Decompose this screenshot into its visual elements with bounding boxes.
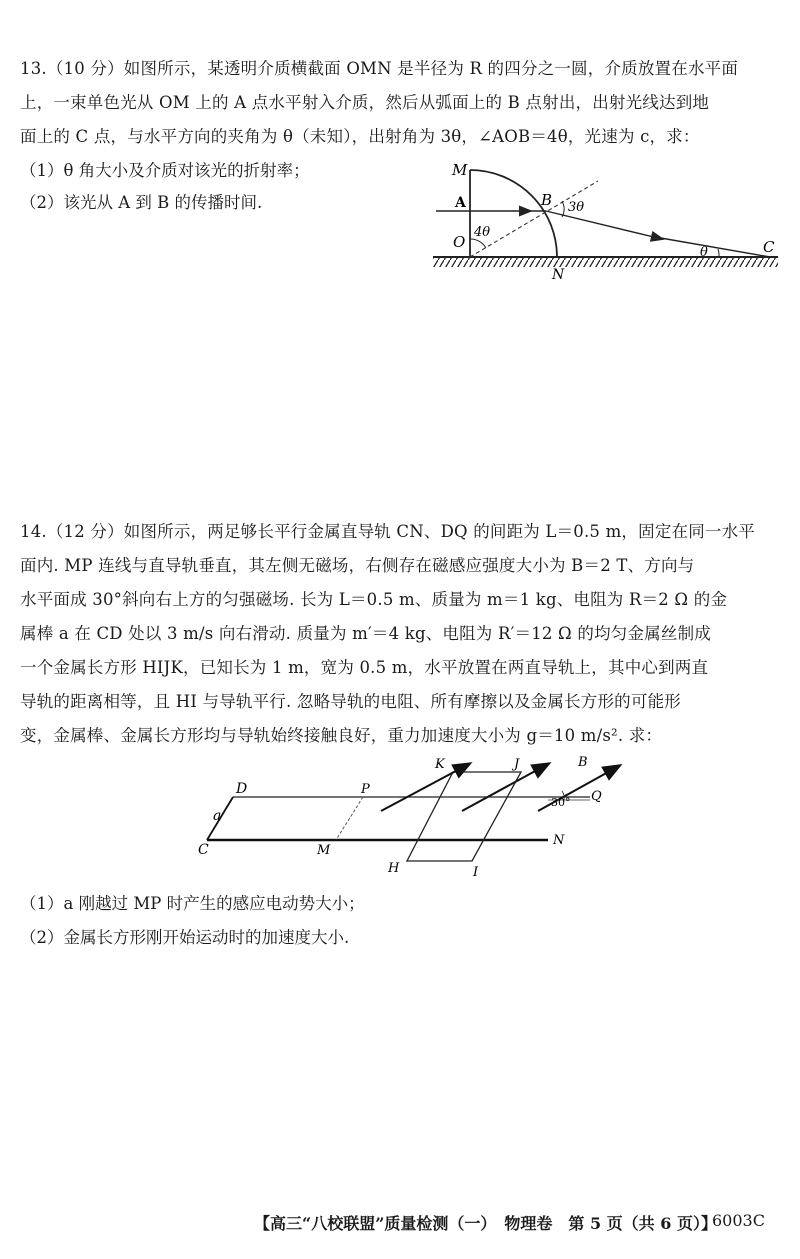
footer-title: 【高三“八校联盟”质量检测（一） 物理卷 第 5 页（共 6 页）】 bbox=[254, 1214, 717, 1233]
q14-label-k: K bbox=[435, 757, 445, 772]
q14-part-2: （2）金属长方形刚开始运动时的加速度大小. bbox=[20, 928, 350, 947]
q14-label-m: M bbox=[317, 843, 331, 858]
q13-label-4theta: 4θ bbox=[474, 225, 491, 240]
page-footer bbox=[0, 1211, 800, 1241]
q13-label-n: N bbox=[552, 267, 565, 283]
footer-code: 6003C bbox=[712, 1211, 765, 1230]
q13-label-c: C bbox=[763, 238, 775, 256]
q14-label-p: P bbox=[361, 782, 370, 797]
q14-rectangle-hijk bbox=[407, 772, 521, 861]
q13-line-3: 面上的 C 点，与水平方向的夹角为 θ（未知），出射角为 3θ，∠AOB＝4θ，光速为 c，求： bbox=[20, 127, 700, 146]
q14-line-1: 14.（12 分）如图所示，两足够长平行金属直导轨 CN、DQ 的间距为 L＝0.5 m，固定在同一水平 bbox=[20, 522, 756, 541]
q13-label-b: B bbox=[541, 191, 553, 209]
q13-label-o: O bbox=[453, 233, 466, 251]
q14-label-q: Q bbox=[591, 789, 602, 804]
q14-label-j: J bbox=[514, 757, 520, 772]
q14-line-2: 面内. MP 连线与直导轨垂直，其左侧无磁场，右侧存在磁感应强度大小为 B＝2 T、方向与 bbox=[20, 556, 695, 575]
q14-label-b: B bbox=[578, 755, 588, 770]
q13-part-1: （1）θ 角大小及介质对该光的折射率； bbox=[20, 161, 310, 180]
q14-label-i: I bbox=[473, 865, 479, 880]
q13-label-m: M bbox=[452, 161, 468, 179]
q14-label-angle: 30° bbox=[551, 796, 571, 809]
q14-field-arrow-2 bbox=[462, 764, 548, 811]
q14-field-arrow-1 bbox=[381, 764, 469, 811]
q14-line-4: 属棒 a 在 CD 处以 3 m/s 向右滑动. 质量为 m′＝4 kg、电阻为 R′＝12 Ω 的均匀金属丝制成 bbox=[20, 624, 711, 643]
q14-label-a: a bbox=[213, 808, 222, 824]
q14-label-c: C bbox=[198, 842, 209, 858]
q14-part-1: （1）a 刚越过 MP 时产生的感应电动势大小； bbox=[20, 894, 365, 913]
q14-label-d: D bbox=[236, 781, 248, 797]
q13-line-2: 上，一束单色光从 OM 上的 A 点水平射入介质，然后从弧面上的 B 点射出，出射光线达到地 bbox=[20, 93, 710, 112]
q13-line-1: 13.（10 分）如图所示，某透明介质横截面 OMN 是半径为 R 的四分之一圆，介质放置在水平面 bbox=[20, 59, 739, 78]
q14-label-h: H bbox=[388, 861, 400, 876]
q14-line-3: 水平面成 30°斜向右上方的匀强磁场. 长为 L＝0.5 m、质量为 m＝1 kg、电阻为 R＝2 Ω 的金 bbox=[20, 590, 728, 609]
q14-line-5: 一个金属长方形 HIJK，已知长为 1 m，宽为 0.5 m，水平放置在两直导轨上，其中心到两直 bbox=[20, 658, 709, 677]
q13-label-a: A bbox=[455, 195, 466, 211]
q13-label-theta: θ bbox=[700, 245, 708, 260]
q13-label-3theta: 3θ bbox=[568, 200, 585, 215]
q14-label-n: N bbox=[553, 833, 565, 848]
q14-line-mp bbox=[336, 797, 363, 840]
q14-line-6: 导轨的距离相等，且 HI 与导轨平行. 忽略导轨的电阻、所有摩擦以及金属长方形的可能形 bbox=[20, 692, 681, 711]
q13-part-2: （2）该光从 A 到 B 的传播时间. bbox=[20, 193, 263, 212]
q14-line-7: 变，金属棒、金属长方形均与导轨始终接触良好，重力加速度大小为 g＝10 m/s². 求： bbox=[20, 726, 663, 745]
